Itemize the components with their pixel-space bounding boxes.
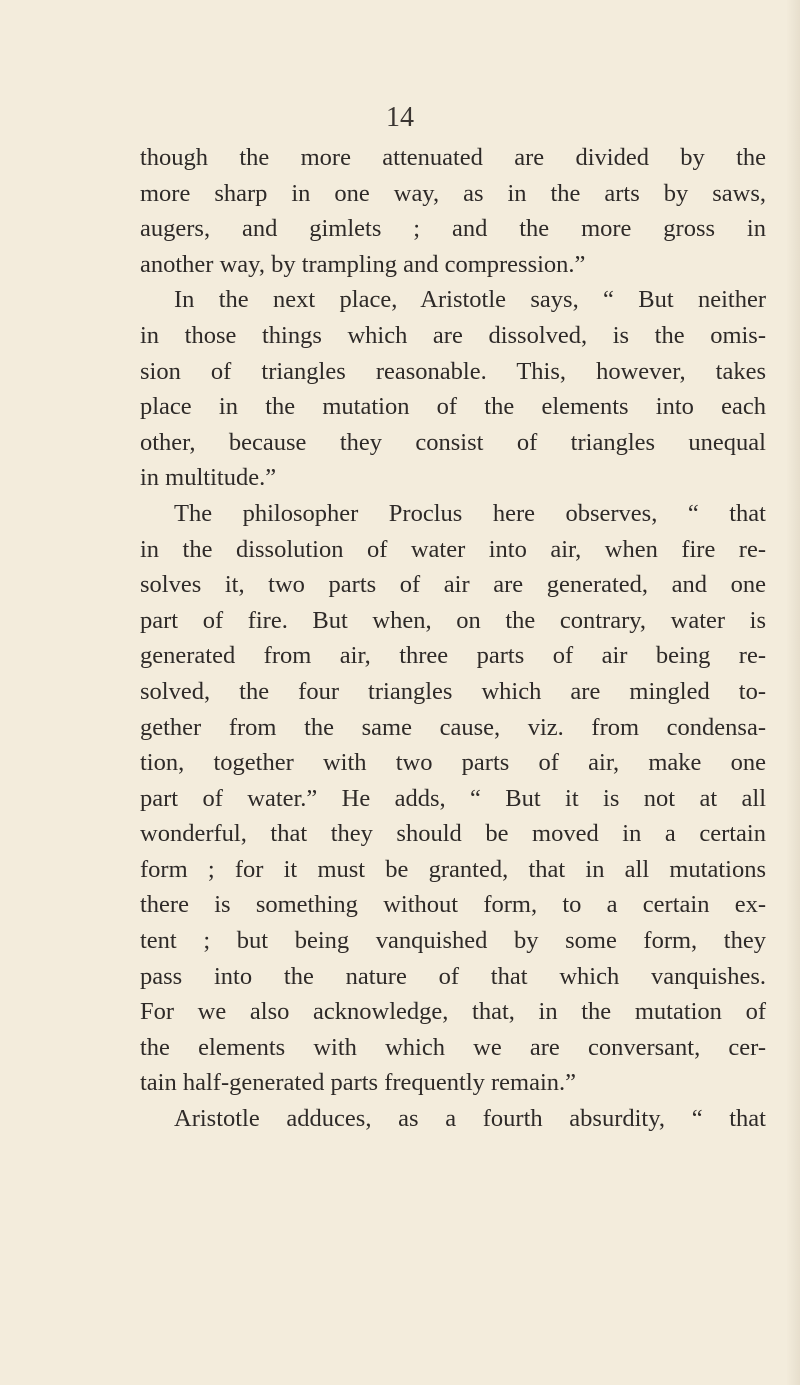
text-line: tain half-generated parts frequently remain.” xyxy=(140,1069,577,1097)
text-line: in the dissolution of water into air, when fire re- xyxy=(140,535,766,563)
page-edge-shadow xyxy=(786,0,800,1385)
text-line: generated from air, three parts of air being re- xyxy=(140,642,766,670)
text-line: augers, and gimlets ; and the more gross in xyxy=(140,215,766,243)
text-line: part of water.” He adds, “ But it is not at all xyxy=(140,784,766,812)
text-line: In the next place, Aristotle says, “ But neither xyxy=(174,286,766,314)
text-line: the elements with which we are conversant, cer- xyxy=(140,1033,766,1061)
text-line: Aristotle adduces, as a fourth absurdity, “ that xyxy=(174,1105,766,1133)
text-line: place in the mutation of the elements into each xyxy=(140,393,766,421)
text-line: tion, together with two parts of air, make one xyxy=(140,749,766,777)
text-line: though the more attenuated are divided by the xyxy=(140,144,766,171)
text-line: form ; for it must be granted, that in all mutations xyxy=(140,855,766,883)
text-line: solves it, two parts of air are generated, and one xyxy=(140,571,766,599)
text-line: wonderful, that they should be moved in a certain xyxy=(140,820,766,848)
text-line: The philosopher Proclus here observes, “ that xyxy=(174,499,766,527)
text-line: pass into the nature of that which vanquishes. xyxy=(140,962,766,990)
text-line: solved, the four triangles which are mingled to- xyxy=(140,677,766,705)
text-line: in those things which are dissolved, is the omis- xyxy=(140,321,766,349)
text-line: another way, by trampling and compression.” xyxy=(140,250,586,278)
text-line: other, because they consist of triangles unequal xyxy=(140,428,766,456)
text-line: gether from the same cause, viz. from condensa- xyxy=(140,713,766,741)
text-line: more sharp in one way, as in the arts by saws, xyxy=(140,179,766,207)
text-line: sion of triangles reasonable. This, however, takes xyxy=(140,357,766,385)
text-line: there is something without form, to a certain ex- xyxy=(140,891,766,919)
text-line: in multitude.” xyxy=(140,464,277,492)
text-line: For we also acknowledge, that, in the mutation of xyxy=(140,998,766,1026)
body-text xyxy=(140,140,766,1137)
page-number: 14 xyxy=(386,102,414,133)
text-line: part of fire. But when, on the contrary, water is xyxy=(140,606,766,634)
text-line: tent ; but being vanquished by some form, they xyxy=(140,927,766,955)
